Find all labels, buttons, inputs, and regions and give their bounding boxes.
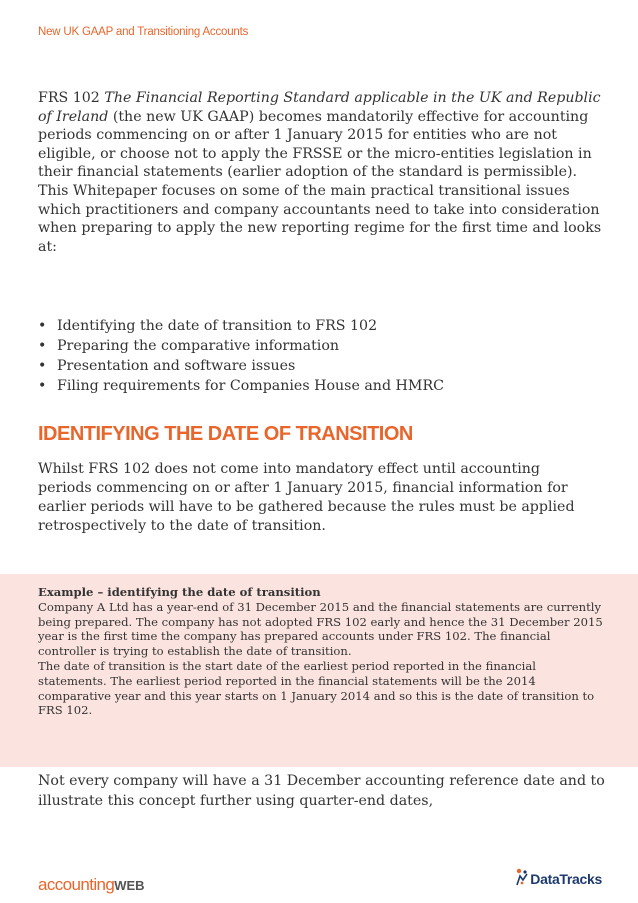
- datatracks-icon: [515, 868, 529, 886]
- bullet-icon: •: [38, 358, 47, 374]
- running-header: New UK GAAP and Transitioning Accounts: [38, 26, 249, 38]
- section-paragraph: Whilst FRS 102 does not come into mandatory effect until accounting periods commencing on or after 1 January 2015, financial information for earlier periods will have to be gathered because the rules must be applied retrospectively to the date of transition.: [38, 461, 575, 534]
- intro-text-rest: (the new UK GAAP) becomes mandatorily effective for accounting periods commencing on or after 1 January 2015 for entities who are not eligible, or choose not to apply the FRSSE or the micro-entities legislation in their financial statements (earlier adoption of the standard is permissible). This Whitepaper focuses on some of the main practical transitional issues which practitioners and company accountants need to take into consideration when preparing to apply the new reporting regime for the first time and looks at:: [38, 108, 602, 255]
- section-heading: IDENTIFYING THE DATE OF TRANSITION: [38, 423, 413, 445]
- example-title: Example – identifying the date of transition: [38, 585, 321, 599]
- intro-standard-title: The Financial Reporting Standard applicable in the UK and Republic of Ireland: [38, 90, 601, 125]
- example-paragraph-1: Company A Ltd has a year-end of 31 December 2015 and the financial statements are currently being prepared. The company has not adopted FRS 102 early and hence the 31 December 2015 year is the first time the company has prepared accounts under FRS 102. The financial controller is trying to establish the date of transition.: [38, 599, 603, 659]
- topics-list: [38, 316, 444, 396]
- example-paragraph-2: The date of transition is the start date of the earliest period reported in the financial statements. The earliest period reported in the financial statements will be the 2014 comparative year and this year starts on 1 January 2014 and so this is the date of transition to FRS 102.: [38, 658, 595, 718]
- closing-paragraph: Not every company will have a 31 December accounting reference date and to illustrate this concept further using quarter-end dates,: [38, 773, 605, 809]
- bullet-icon: •: [38, 338, 47, 354]
- list-item: • Filing requirements for Companies House and HMRC: [38, 378, 444, 394]
- bullet-icon: •: [38, 318, 47, 334]
- bullet-icon: •: [38, 378, 47, 394]
- datatracks-logo: DataTracks: [515, 868, 602, 887]
- accountingweb-logo: accountingWEB: [38, 875, 145, 894]
- intro-paragraph: [38, 89, 608, 256]
- intro-text-start: FRS 102: [38, 90, 105, 106]
- list-item: • Preparing the comparative information: [38, 338, 340, 354]
- example-box: [0, 574, 638, 767]
- list-item: • Identifying the date of transition to FRS 102: [38, 318, 378, 334]
- list-item: • Presentation and software issues: [38, 358, 296, 374]
